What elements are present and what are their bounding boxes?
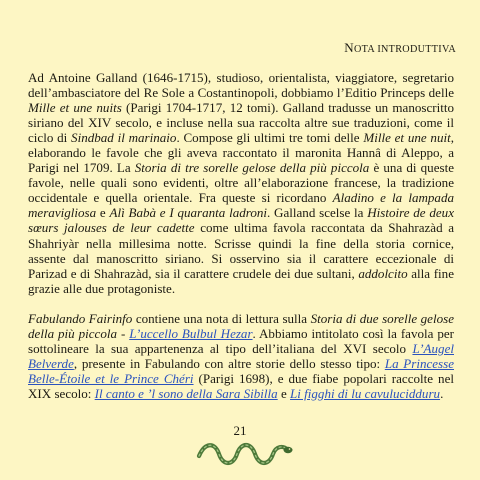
emphasis-addolcito: addolcito: [358, 265, 408, 281]
text-run: , elaborando le favole che gli aveva raccontato il maronita Hannâ di Aleppo, a Parigi nel 1709. La: [28, 130, 454, 176]
text-run: -: [117, 325, 130, 341]
section-header: [344, 40, 456, 56]
text-run: (Parigi 1698), e due fiabe popolari raccolte nel XIX secolo:: [28, 370, 454, 401]
serpent-ornament-icon: [193, 440, 293, 470]
title-storia-tre-sorelle: Storia di tre sorelle gelose della più piccola: [134, 160, 370, 176]
header-initial-2: I: [377, 44, 382, 55]
link-canto-sara-sibilla[interactable]: Il canto e ’l sono della Sara Sibilla: [94, 385, 278, 401]
text-run: e: [96, 205, 110, 221]
title-storia-due-sorelle: Storia di due sorelle gelose della più piccola: [28, 310, 454, 341]
text-run: è una di queste favole, nelle quali sono evidenti, oltre all’elaborazione francese, la tradizione occidentale e quella orientale. Fra queste si ricordano: [28, 160, 454, 206]
header-initial: N: [344, 40, 354, 55]
link-uccello-bulbul-hezar[interactable]: L’uccello Bulbul Hezar: [129, 325, 253, 341]
title-mille-et-une-nuits: Mille et une nuits: [28, 100, 122, 116]
text-run: alla fine grazie alle due protagoniste.: [28, 265, 454, 296]
text-run: e: [277, 385, 291, 401]
text-run: .: [440, 385, 444, 401]
text-run: . Abbiamo intitolato così la favola per sottolineare la sua appartenenza al tipo dell’italiana del XVI secolo: [28, 325, 454, 356]
header-word-2: NTRODUTTIVA: [381, 44, 456, 55]
title-mille-et-une-nuit: Mille et une nuit: [363, 130, 451, 146]
title-histoire-deux-soeurs: Histoire de deux sœurs jalouses de leur cadette: [28, 205, 454, 236]
title-sindbad: Sindbad il marinaio: [71, 130, 177, 146]
page-number: 21: [233, 423, 247, 438]
text-run: contiene una nota di lettura sulla: [132, 310, 311, 326]
text-run: (Parigi 1704-1717, 12 tomi). Galland tradusse un manoscritto siriano del XIV secolo, e incluse nella sua raccolta altre sue traduzioni, come il ciclo di: [28, 100, 454, 146]
body-text: [28, 70, 454, 401]
header-word-1: OTA: [354, 44, 378, 55]
text-run: . Compose gli ultimi tre tomi delle: [176, 130, 364, 146]
link-figghi-cavulucidduru[interactable]: Li figghi di lu cavulucidduru: [290, 385, 441, 401]
paragraph-2: [28, 311, 454, 401]
link-princesse-belle-etoile[interactable]: La Princesse Belle-Étoile et le Prince Chéri: [28, 355, 454, 386]
text-run: . Galland scelse la: [267, 205, 368, 221]
title-aladino: Aladino e la lampada meravigliosa: [28, 190, 455, 221]
text-run: , presente in Fabulando con altre storie dello stesso tipo:: [73, 355, 385, 371]
title-ali-baba: Alì Babà e I quaranta ladroni: [109, 205, 268, 221]
paragraph-1: [28, 70, 454, 296]
link-augel-belverde[interactable]: L’Augel Belverde: [28, 340, 454, 371]
text-run: Ad Antoine Galland (1646-1715), studioso, orientalista, viaggiatore, segretario dell’ambasciatore del Re Sole a Costantinopoli, dobbiamo l’Editio Princeps delle: [28, 70, 454, 101]
text-run: come ultima favola raccontata da Shahrazàd a Shahriyàr nella millesima notte. Scrisse quindi la fine della storia cornice, assente dal manoscritto siriano. Si osservino sia il carattere eccezionale di Parizad e di Shahrazàd, sia il carattere crudele dei due sultani,: [28, 220, 454, 281]
title-fabulando-fairinfo: Fabulando Fairinfo: [28, 310, 133, 326]
